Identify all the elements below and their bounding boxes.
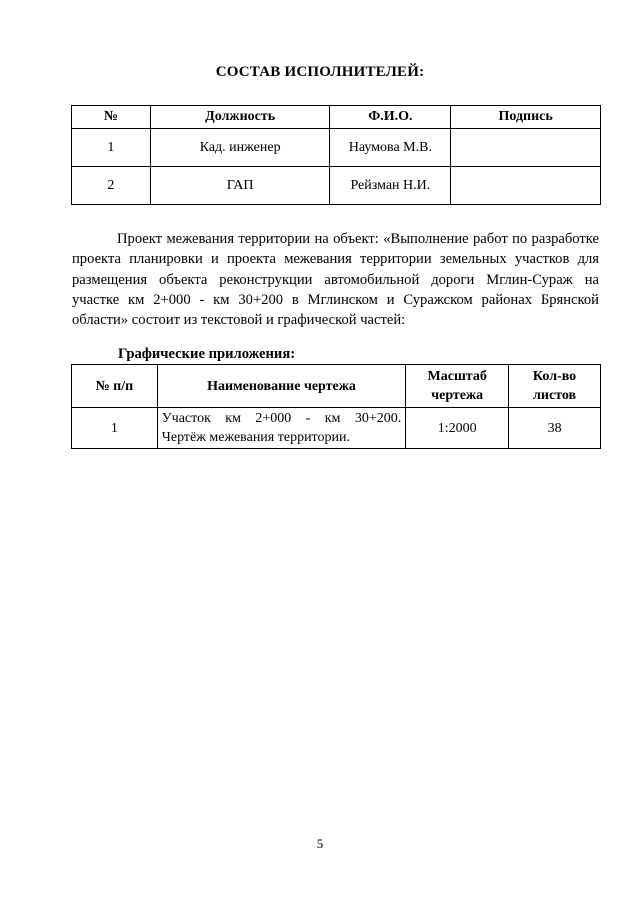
header-signature: Подпись [451, 106, 601, 129]
header-count-line1: Кол-во [532, 369, 577, 384]
annex-heading: Графические приложения: [118, 346, 296, 362]
cell-signature [451, 167, 601, 205]
cell-number: 1 [72, 408, 158, 449]
table-header-row [72, 106, 601, 129]
table-row [72, 129, 601, 167]
cell-sheet-count: 38 [509, 408, 601, 449]
header-drawing-name: Наименование чертежа [157, 365, 406, 408]
cell-full-name: Наумова М.В. [330, 129, 451, 167]
page-title: СОСТАВ ИСПОЛНИТЕЛЕЙ: [215, 64, 425, 80]
table-row [72, 408, 601, 449]
cell-position: Кад. инженер [150, 129, 330, 167]
header-position: Должность [150, 106, 330, 129]
cell-scale: 1:2000 [406, 408, 509, 449]
cell-signature [451, 129, 601, 167]
drawing-name-line2: Чертёж межевания территории. [161, 430, 350, 445]
header-number: № [72, 106, 151, 129]
cell-full-name: Рейзман Н.И. [330, 167, 451, 205]
cell-drawing-name [157, 408, 406, 449]
header-scale [406, 365, 509, 408]
drawing-name-line1: Участок км 2+000 - км 30+200. [161, 411, 402, 426]
header-scale-line2: чертежа [431, 388, 484, 403]
cell-position: ГАП [150, 167, 330, 205]
header-number: № п/п [72, 365, 158, 408]
page-number: 5 [316, 836, 324, 851]
table-row [72, 167, 601, 205]
annex-table [71, 364, 601, 449]
header-scale-line1: Масштаб [427, 369, 487, 384]
table-header-row [72, 365, 601, 408]
project-description: Проект межевания территории на объект: «Выполнение работ по разработке проекта планировки и проекта межевания территории земельных участков для размещения объекта реконструкции автомобильной дороги Мглин-Сураж на участке км 2+000 - км 30+200 в Мглинском и Суражском районах Брянской области» состоит из текстовой и графической частей: [72, 231, 599, 329]
header-count-line2: листов [533, 388, 577, 403]
cell-number: 1 [72, 129, 151, 167]
staff-table [71, 105, 601, 205]
header-full-name: Ф.И.О. [330, 106, 451, 129]
header-sheet-count [509, 365, 601, 408]
cell-number: 2 [72, 167, 151, 205]
